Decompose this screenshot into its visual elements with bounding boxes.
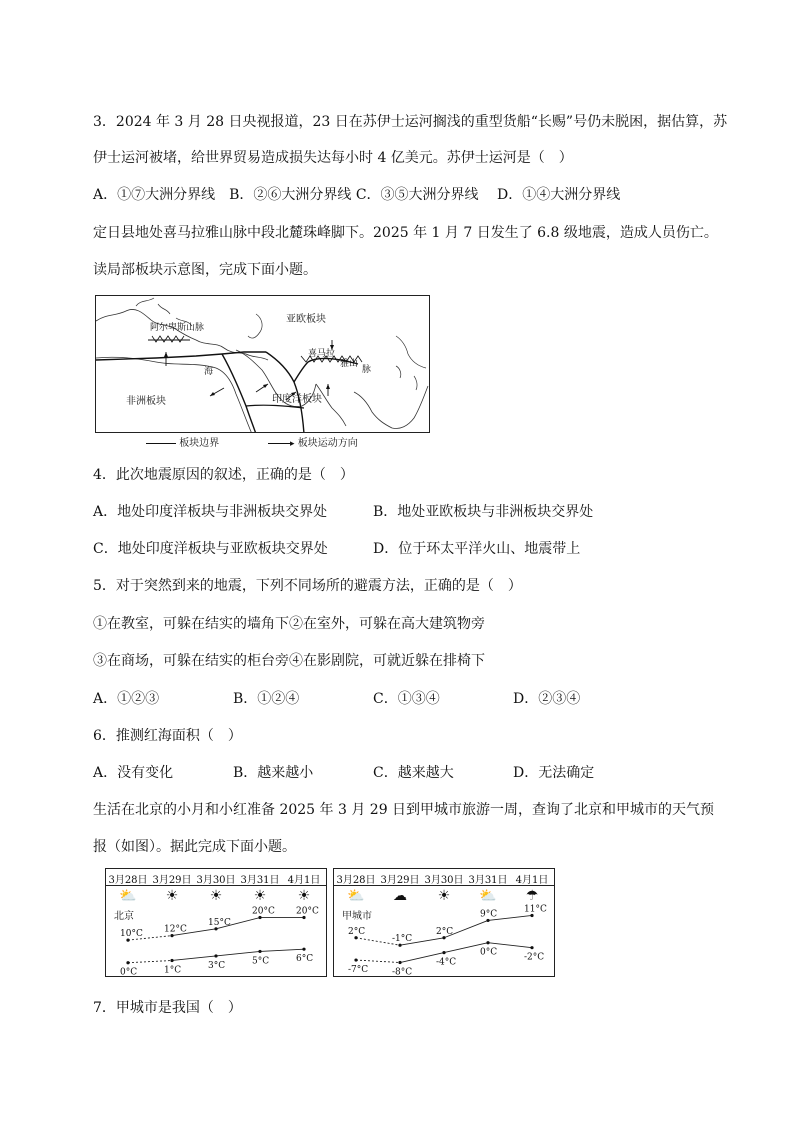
partly-cloudy-icon: ⛅: [479, 888, 497, 904]
low-temp-label: 6°C: [296, 954, 314, 965]
low-temp-point: [486, 941, 489, 944]
q5-option-a: A．①②③: [93, 691, 160, 707]
legend-motion-label: 板块运动方向: [297, 438, 358, 449]
low-temp-point: [354, 958, 357, 961]
intro1-line-1: 定日县地处喜马拉雅山脉中段北麓珠峰脚下。2025 年 1 月 7 日发生了 6.8 级地震，造成人员伤亡。: [93, 225, 718, 241]
date-label: 3月30日: [196, 875, 236, 886]
q5-option-b: B．①②④: [233, 691, 300, 707]
low-temp-point: [214, 954, 217, 957]
low-temp-point: [398, 961, 401, 964]
q3-options: A．①⑦大洲分界线 B．②⑥大洲分界线 C．③⑤大洲分界线 D．①④大洲分界线: [93, 187, 621, 203]
low-temp-segment: [216, 951, 260, 956]
high-temp-label: 2°C: [348, 926, 366, 937]
high-temp-label: 15°C: [208, 917, 231, 928]
beijing-temperature-chart: [106, 869, 326, 976]
q3-line-1: 3．2024 年 3 月 28 日央视报道，23 日在苏伊士运河搁浅的重型货船“长赐”号仍未脱困，据估算，苏: [93, 114, 728, 130]
low-temp-point: [302, 948, 305, 951]
q5-option-c: C．①③④: [373, 691, 440, 707]
plate-map: [95, 295, 430, 433]
arrow-right-icon: ▸: [290, 439, 295, 449]
low-temp-segment: [128, 960, 172, 962]
intro2-line-1: 生活在北京的小月和小红准备 2025 年 3 月 29 日到甲城市旅游一周，查询了北京和甲城市的天气预: [93, 802, 715, 818]
rain-icon: ☂: [525, 888, 539, 904]
q4-option-d: D．位于环太平洋火山、地震带上: [373, 541, 581, 557]
sun-icon: ☀: [253, 888, 267, 904]
low-temp-point: [170, 959, 173, 962]
date-label: 3月29日: [152, 875, 192, 886]
date-label: 3月31日: [240, 875, 280, 886]
sun-icon: ☀: [297, 888, 311, 904]
plate-map-drawing: [96, 296, 430, 433]
q6-option-c: C．越来越大: [373, 765, 454, 781]
high-temp-label: 11°C: [524, 904, 547, 915]
date-label: 3月30日: [424, 875, 464, 886]
label-indian-plate: 印度洋板块: [272, 394, 322, 405]
low-temp-label: 5°C: [252, 956, 270, 967]
legend-boundary: [146, 437, 219, 451]
date-label: 3月28日: [108, 875, 148, 886]
low-temp-label: -7°C: [348, 965, 369, 976]
q4-option-a: A．地处印度洋板块与非洲板块交界处: [93, 504, 328, 520]
low-temp-label: -2°C: [524, 952, 545, 963]
partly-cloudy-icon: ⛅: [119, 888, 137, 904]
label-sea: 海: [204, 367, 214, 377]
low-temp-label: -8°C: [392, 967, 413, 976]
high-temp-label: -1°C: [392, 934, 413, 945]
high-temp-label: 20°C: [296, 906, 319, 917]
q6-option-b: B．越来越小: [233, 765, 314, 781]
q5-stem: 5．对于突然到来的地震，下列不同场所的避震方法，正确的是（ ）: [93, 578, 522, 594]
weather-panel-jiacheng: [333, 868, 555, 977]
date-label: 4月1日: [287, 875, 321, 886]
high-temp-label: 9°C: [480, 909, 498, 920]
intro1-line-2: 读局部板块示意图，完成下面小题。: [93, 262, 317, 278]
high-temp-label: 12°C: [164, 924, 187, 935]
q3-line-2: 伊士运河被堵，给世界贸易造成损失达每小时 4 亿美元。苏伊士运河是（ ）: [93, 150, 573, 166]
city-name-jiacheng: 甲城市: [342, 911, 372, 922]
date-label: 4月1日: [515, 875, 549, 886]
q4-option-c: C．地处印度洋板块与亚欧板块交界处: [93, 541, 328, 557]
legend-motion: [268, 437, 358, 451]
partly-cloudy-icon: ⛅: [347, 888, 365, 904]
intro2-line-2: 报（如图）。据此完成下面小题。: [93, 839, 296, 855]
q5-option-d: D．②③④: [513, 691, 581, 707]
high-temp-label: 20°C: [252, 906, 275, 917]
sun-icon: ☀: [209, 888, 223, 904]
low-temp-segment: [356, 960, 400, 962]
date-label: 3月29日: [380, 875, 420, 886]
label-himalaya-a: 喜马拉: [308, 349, 336, 359]
sun-icon: ☀: [437, 888, 451, 904]
low-temp-label: 0°C: [480, 947, 498, 958]
city-name-beijing: 北京: [114, 911, 134, 922]
low-temp-segment: [172, 956, 216, 961]
low-temp-point: [258, 950, 261, 953]
label-africa-plate: 非洲板块: [126, 396, 166, 407]
low-temp-point: [442, 951, 445, 954]
low-temp-label: 0°C: [120, 967, 138, 976]
high-temp-label: 10°C: [120, 929, 143, 940]
low-temp-point: [126, 961, 129, 964]
weather-panel-beijing: [105, 868, 327, 977]
q4-option-b: B．地处亚欧板块与非洲板块交界处: [373, 504, 594, 520]
legend-arrow-line: [268, 443, 290, 444]
date-label: 3月28日: [336, 875, 376, 886]
legend-boundary-label: 板块边界: [179, 438, 220, 449]
q5-statements-1: ①在教室，可躲在结实的墙角下②在室外，可躲在高大建筑物旁: [93, 616, 485, 632]
legend-boundary-line: [146, 443, 176, 444]
q4-stem: 4．此次地震原因的叙述，正确的是（ ）: [93, 467, 354, 483]
q6-stem: 6．推测红海面积（ ）: [93, 728, 242, 744]
label-eurasia-plate: 亚欧板块: [286, 314, 326, 325]
low-temp-segment: [260, 949, 304, 951]
date-label: 3月31日: [468, 875, 508, 886]
label-himalaya-c: 脉: [362, 365, 372, 375]
low-temp-label: 1°C: [164, 965, 182, 976]
label-alps: 阿尔卑斯山脉: [150, 323, 205, 333]
q6-option-d: D．无法确定: [513, 765, 595, 781]
q5-statements-2: ③在商场，可躲在结实的柜台旁④在影剧院，可就近躲在排椅下: [93, 653, 485, 669]
sun-icon: ☀: [165, 888, 179, 904]
jiacheng-temperature-chart: [334, 869, 554, 976]
label-himalaya-b: 雅山: [340, 359, 359, 369]
low-temp-label: -4°C: [436, 957, 457, 968]
cloud-icon: ☁: [393, 888, 407, 904]
q7-stem: 7．甲城市是我国（ ）: [93, 1000, 242, 1016]
low-temp-label: 3°C: [208, 960, 226, 971]
low-temp-point: [530, 946, 533, 949]
q6-option-a: A．没有变化: [93, 765, 174, 781]
high-temp-label: 2°C: [436, 926, 454, 937]
